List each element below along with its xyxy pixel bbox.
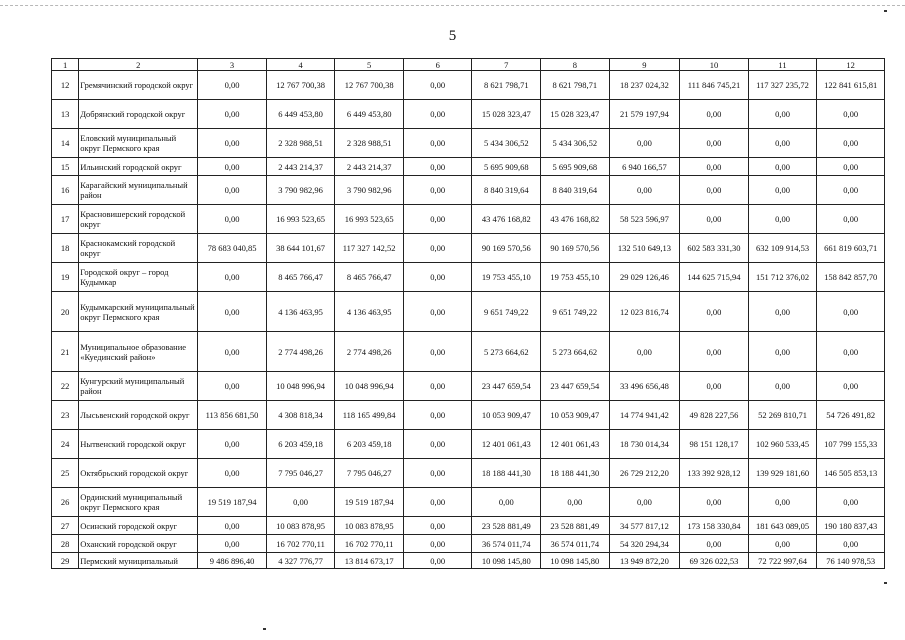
amount-cell: 23 447 659,54 <box>472 372 541 401</box>
row-number-cell: 18 <box>52 234 79 263</box>
amount-cell: 0,00 <box>472 488 541 517</box>
amount-cell: 0,00 <box>403 100 472 129</box>
municipality-name-cell: Ординский муниципальный округ Пермского края <box>79 488 198 517</box>
amount-cell: 21 579 197,94 <box>609 100 680 129</box>
table-row <box>52 205 885 234</box>
table-row <box>52 401 885 430</box>
amount-cell: 0,00 <box>403 292 472 332</box>
amount-cell: 18 188 441,30 <box>541 459 610 488</box>
amount-cell: 5 273 664,62 <box>472 332 541 372</box>
amount-cell: 0,00 <box>817 100 885 129</box>
row-number-cell: 12 <box>52 71 79 100</box>
table-header-row <box>52 59 885 71</box>
amount-cell: 49 828 227,56 <box>680 401 749 430</box>
table-row <box>52 517 885 535</box>
amount-cell: 14 774 941,42 <box>609 401 680 430</box>
amount-cell: 58 523 596,97 <box>609 205 680 234</box>
amount-cell: 0,00 <box>403 234 472 263</box>
row-number-cell: 26 <box>52 488 79 517</box>
amount-cell: 12 401 061,43 <box>472 430 541 459</box>
amount-cell: 0,00 <box>198 71 267 100</box>
amount-cell: 8 465 766,47 <box>266 263 335 292</box>
amount-cell: 117 327 142,52 <box>335 234 404 263</box>
amount-cell: 0,00 <box>609 488 680 517</box>
amount-cell: 0,00 <box>198 459 267 488</box>
amount-cell: 0,00 <box>748 488 817 517</box>
amount-cell: 2 328 988,51 <box>266 129 335 158</box>
amount-cell: 0,00 <box>403 553 472 569</box>
amount-cell: 0,00 <box>198 535 267 553</box>
amount-cell: 0,00 <box>680 158 749 176</box>
amount-cell: 19 519 187,94 <box>198 488 267 517</box>
amount-cell: 5 434 306,52 <box>472 129 541 158</box>
budget-table <box>51 58 885 569</box>
amount-cell: 6 203 459,18 <box>335 430 404 459</box>
amount-cell: 23 528 881,49 <box>541 517 610 535</box>
municipality-name-cell: Октябрьский городской округ <box>79 459 198 488</box>
amount-cell: 90 169 570,56 <box>472 234 541 263</box>
amount-cell: 0,00 <box>817 292 885 332</box>
row-number-cell: 16 <box>52 176 79 205</box>
table-body <box>52 71 885 569</box>
header-cell: 9 <box>609 59 680 71</box>
amount-cell: 0,00 <box>198 430 267 459</box>
municipality-name-cell: Лысьвенский городской округ <box>79 401 198 430</box>
header-cell: 12 <box>817 59 885 71</box>
amount-cell: 8 621 798,71 <box>541 71 610 100</box>
table-row <box>52 535 885 553</box>
amount-cell: 0,00 <box>198 263 267 292</box>
amount-cell: 0,00 <box>198 292 267 332</box>
amount-cell: 4 136 463,95 <box>335 292 404 332</box>
header-cell: 5 <box>335 59 404 71</box>
amount-cell: 9 651 749,22 <box>541 292 610 332</box>
row-number-cell: 15 <box>52 158 79 176</box>
amount-cell: 10 048 996,94 <box>335 372 404 401</box>
amount-cell: 0,00 <box>680 176 749 205</box>
municipality-name-cell: Краснокамский городской округ <box>79 234 198 263</box>
amount-cell: 0,00 <box>198 372 267 401</box>
municipality-name-cell: Осинский городской округ <box>79 517 198 535</box>
amount-cell: 107 799 155,33 <box>817 430 885 459</box>
scan-mark <box>884 582 887 584</box>
amount-cell: 0,00 <box>403 205 472 234</box>
amount-cell: 133 392 928,12 <box>680 459 749 488</box>
amount-cell: 23 447 659,54 <box>541 372 610 401</box>
amount-cell: 12 767 700,38 <box>266 71 335 100</box>
amount-cell: 8 621 798,71 <box>472 71 541 100</box>
amount-cell: 0,00 <box>266 488 335 517</box>
municipality-name-cell: Ильинский городской округ <box>79 158 198 176</box>
amount-cell: 98 151 128,17 <box>680 430 749 459</box>
amount-cell: 34 577 817,12 <box>609 517 680 535</box>
amount-cell: 0,00 <box>609 176 680 205</box>
row-number-cell: 17 <box>52 205 79 234</box>
amount-cell: 0,00 <box>748 129 817 158</box>
amount-cell: 0,00 <box>748 176 817 205</box>
row-number-cell: 27 <box>52 517 79 535</box>
amount-cell: 0,00 <box>541 488 610 517</box>
amount-cell: 69 326 022,53 <box>680 553 749 569</box>
municipality-name-cell: Еловский муниципальный округ Пермского края <box>79 129 198 158</box>
table-row <box>52 176 885 205</box>
amount-cell: 19 753 455,10 <box>541 263 610 292</box>
header-cell: 3 <box>198 59 267 71</box>
amount-cell: 16 702 770,11 <box>335 535 404 553</box>
amount-cell: 0,00 <box>198 517 267 535</box>
amount-cell: 78 683 040,85 <box>198 234 267 263</box>
amount-cell: 0,00 <box>403 263 472 292</box>
scan-mark <box>884 10 887 12</box>
amount-cell: 0,00 <box>748 372 817 401</box>
amount-cell: 26 729 212,20 <box>609 459 680 488</box>
amount-cell: 10 083 878,95 <box>266 517 335 535</box>
amount-cell: 0,00 <box>403 372 472 401</box>
amount-cell: 602 583 331,30 <box>680 234 749 263</box>
amount-cell: 10 053 909,47 <box>541 401 610 430</box>
amount-cell: 0,00 <box>403 158 472 176</box>
row-number-cell: 29 <box>52 553 79 569</box>
amount-cell: 5 695 909,68 <box>541 158 610 176</box>
amount-cell: 10 083 878,95 <box>335 517 404 535</box>
amount-cell: 146 505 853,13 <box>817 459 885 488</box>
amount-cell: 0,00 <box>403 332 472 372</box>
amount-cell: 16 993 523,65 <box>266 205 335 234</box>
amount-cell: 102 960 533,45 <box>748 430 817 459</box>
header-cell: 10 <box>680 59 749 71</box>
amount-cell: 111 846 745,21 <box>680 71 749 100</box>
table-row <box>52 459 885 488</box>
table-row <box>52 158 885 176</box>
amount-cell: 0,00 <box>748 332 817 372</box>
amount-cell: 16 702 770,11 <box>266 535 335 553</box>
amount-cell: 0,00 <box>198 332 267 372</box>
scan-mark <box>263 628 266 630</box>
amount-cell: 16 993 523,65 <box>335 205 404 234</box>
municipality-name-cell: Городской округ – город Кудымкар <box>79 263 198 292</box>
amount-cell: 0,00 <box>748 535 817 553</box>
table-row <box>52 292 885 332</box>
amount-cell: 2 443 214,37 <box>335 158 404 176</box>
amount-cell: 632 109 914,53 <box>748 234 817 263</box>
amount-cell: 8 840 319,64 <box>472 176 541 205</box>
table-row <box>52 332 885 372</box>
amount-cell: 18 730 014,34 <box>609 430 680 459</box>
municipality-name-cell: Добрянский городской округ <box>79 100 198 129</box>
amount-cell: 4 308 818,34 <box>266 401 335 430</box>
amount-cell: 0,00 <box>817 205 885 234</box>
amount-cell: 0,00 <box>609 129 680 158</box>
amount-cell: 118 165 499,84 <box>335 401 404 430</box>
amount-cell: 2 328 988,51 <box>335 129 404 158</box>
amount-cell: 0,00 <box>680 205 749 234</box>
amount-cell: 0,00 <box>198 129 267 158</box>
amount-cell: 2 774 498,26 <box>266 332 335 372</box>
amount-cell: 0,00 <box>748 292 817 332</box>
amount-cell: 8 840 319,64 <box>541 176 610 205</box>
amount-cell: 173 158 330,84 <box>680 517 749 535</box>
amount-cell: 6 449 453,80 <box>266 100 335 129</box>
amount-cell: 139 929 181,60 <box>748 459 817 488</box>
amount-cell: 52 269 810,71 <box>748 401 817 430</box>
municipality-name-cell: Пермский муниципальный <box>79 553 198 569</box>
amount-cell: 2 774 498,26 <box>335 332 404 372</box>
amount-cell: 5 434 306,52 <box>541 129 610 158</box>
municipality-name-cell: Красновишерский городской округ <box>79 205 198 234</box>
amount-cell: 0,00 <box>680 129 749 158</box>
table-row <box>52 71 885 100</box>
table-row <box>52 263 885 292</box>
amount-cell: 13 949 872,20 <box>609 553 680 569</box>
table-row <box>52 553 885 569</box>
amount-cell: 144 625 715,94 <box>680 263 749 292</box>
table-row <box>52 430 885 459</box>
amount-cell: 122 841 615,81 <box>817 71 885 100</box>
amount-cell: 90 169 570,56 <box>541 234 610 263</box>
municipality-name-cell: Нытвенский городской округ <box>79 430 198 459</box>
amount-cell: 0,00 <box>403 176 472 205</box>
header-cell: 2 <box>79 59 198 71</box>
amount-cell: 158 842 857,70 <box>817 263 885 292</box>
amount-cell: 23 528 881,49 <box>472 517 541 535</box>
municipality-name-cell: Кунгурский муниципальный район <box>79 372 198 401</box>
amount-cell: 7 795 046,27 <box>335 459 404 488</box>
municipality-name-cell: Гремячинский городской округ <box>79 71 198 100</box>
amount-cell: 29 029 126,46 <box>609 263 680 292</box>
amount-cell: 0,00 <box>403 401 472 430</box>
header-cell: 7 <box>472 59 541 71</box>
amount-cell: 15 028 323,47 <box>472 100 541 129</box>
amount-cell: 18 237 024,32 <box>609 71 680 100</box>
amount-cell: 3 790 982,96 <box>335 176 404 205</box>
amount-cell: 0,00 <box>403 488 472 517</box>
amount-cell: 13 814 673,17 <box>335 553 404 569</box>
amount-cell: 113 856 681,50 <box>198 401 267 430</box>
amount-cell: 4 327 776,77 <box>266 553 335 569</box>
page-number: 5 <box>448 28 457 44</box>
amount-cell: 0,00 <box>403 71 472 100</box>
amount-cell: 10 053 909,47 <box>472 401 541 430</box>
amount-cell: 33 496 656,48 <box>609 372 680 401</box>
amount-cell: 15 028 323,47 <box>541 100 610 129</box>
amount-cell: 0,00 <box>403 535 472 553</box>
amount-cell: 18 188 441,30 <box>472 459 541 488</box>
table-row <box>52 488 885 517</box>
amount-cell: 5 695 909,68 <box>472 158 541 176</box>
amount-cell: 0,00 <box>817 535 885 553</box>
amount-cell: 0,00 <box>817 332 885 372</box>
amount-cell: 54 726 491,82 <box>817 401 885 430</box>
amount-cell: 6 449 453,80 <box>335 100 404 129</box>
amount-cell: 5 273 664,62 <box>541 332 610 372</box>
amount-cell: 0,00 <box>198 158 267 176</box>
municipality-name-cell: Карагайский муниципальный район <box>79 176 198 205</box>
amount-cell: 0,00 <box>403 459 472 488</box>
amount-cell: 0,00 <box>403 129 472 158</box>
amount-cell: 3 790 982,96 <box>266 176 335 205</box>
amount-cell: 0,00 <box>198 100 267 129</box>
amount-cell: 0,00 <box>817 176 885 205</box>
amount-cell: 4 136 463,95 <box>266 292 335 332</box>
amount-cell: 0,00 <box>680 100 749 129</box>
amount-cell: 9 651 749,22 <box>472 292 541 332</box>
amount-cell: 132 510 649,13 <box>609 234 680 263</box>
municipality-name-cell: Оханский городской округ <box>79 535 198 553</box>
table-row <box>52 372 885 401</box>
amount-cell: 7 795 046,27 <box>266 459 335 488</box>
amount-cell: 0,00 <box>817 158 885 176</box>
amount-cell: 0,00 <box>680 332 749 372</box>
row-number-cell: 24 <box>52 430 79 459</box>
amount-cell: 38 644 101,67 <box>266 234 335 263</box>
amount-cell: 12 023 816,74 <box>609 292 680 332</box>
amount-cell: 0,00 <box>680 372 749 401</box>
municipality-name-cell: Муниципальное образование «Куединский район» <box>79 332 198 372</box>
amount-cell: 190 180 837,43 <box>817 517 885 535</box>
amount-cell: 72 722 997,64 <box>748 553 817 569</box>
amount-cell: 6 203 459,18 <box>266 430 335 459</box>
row-number-cell: 20 <box>52 292 79 332</box>
row-number-cell: 13 <box>52 100 79 129</box>
row-number-cell: 14 <box>52 129 79 158</box>
amount-cell: 10 098 145,80 <box>472 553 541 569</box>
amount-cell: 0,00 <box>198 205 267 234</box>
amount-cell: 0,00 <box>748 205 817 234</box>
row-number-cell: 28 <box>52 535 79 553</box>
amount-cell: 151 712 376,02 <box>748 263 817 292</box>
amount-cell: 54 320 294,34 <box>609 535 680 553</box>
amount-cell: 181 643 089,05 <box>748 517 817 535</box>
amount-cell: 8 465 766,47 <box>335 263 404 292</box>
amount-cell: 10 098 145,80 <box>541 553 610 569</box>
amount-cell: 12 401 061,43 <box>541 430 610 459</box>
table-row <box>52 129 885 158</box>
amount-cell: 43 476 168,82 <box>541 205 610 234</box>
table-row <box>52 234 885 263</box>
amount-cell: 19 753 455,10 <box>472 263 541 292</box>
header-cell: 6 <box>403 59 472 71</box>
amount-cell: 6 940 166,57 <box>609 158 680 176</box>
amount-cell: 76 140 978,53 <box>817 553 885 569</box>
row-number-cell: 25 <box>52 459 79 488</box>
amount-cell: 0,00 <box>817 129 885 158</box>
row-number-cell: 22 <box>52 372 79 401</box>
amount-cell: 0,00 <box>817 488 885 517</box>
amount-cell: 43 476 168,82 <box>472 205 541 234</box>
amount-cell: 0,00 <box>680 488 749 517</box>
amount-cell: 0,00 <box>680 292 749 332</box>
amount-cell: 36 574 011,74 <box>472 535 541 553</box>
amount-cell: 117 327 235,72 <box>748 71 817 100</box>
header-cell: 1 <box>52 59 79 71</box>
row-number-cell: 19 <box>52 263 79 292</box>
row-number-cell: 21 <box>52 332 79 372</box>
header-cell: 4 <box>266 59 335 71</box>
page-top-rule <box>0 5 905 6</box>
amount-cell: 9 486 896,40 <box>198 553 267 569</box>
amount-cell: 0,00 <box>748 100 817 129</box>
amount-cell: 0,00 <box>748 158 817 176</box>
header-cell: 8 <box>541 59 610 71</box>
amount-cell: 2 443 214,37 <box>266 158 335 176</box>
amount-cell: 19 519 187,94 <box>335 488 404 517</box>
amount-cell: 0,00 <box>680 535 749 553</box>
amount-cell: 0,00 <box>817 372 885 401</box>
header-cell: 11 <box>748 59 817 71</box>
amount-cell: 0,00 <box>198 176 267 205</box>
amount-cell: 661 819 603,71 <box>817 234 885 263</box>
amount-cell: 12 767 700,38 <box>335 71 404 100</box>
amount-cell: 36 574 011,74 <box>541 535 610 553</box>
row-number-cell: 23 <box>52 401 79 430</box>
amount-cell: 10 048 996,94 <box>266 372 335 401</box>
municipality-name-cell: Кудымкарский муниципальный округ Пермского края <box>79 292 198 332</box>
amount-cell: 0,00 <box>403 430 472 459</box>
table-row <box>52 100 885 129</box>
amount-cell: 0,00 <box>609 332 680 372</box>
amount-cell: 0,00 <box>403 517 472 535</box>
